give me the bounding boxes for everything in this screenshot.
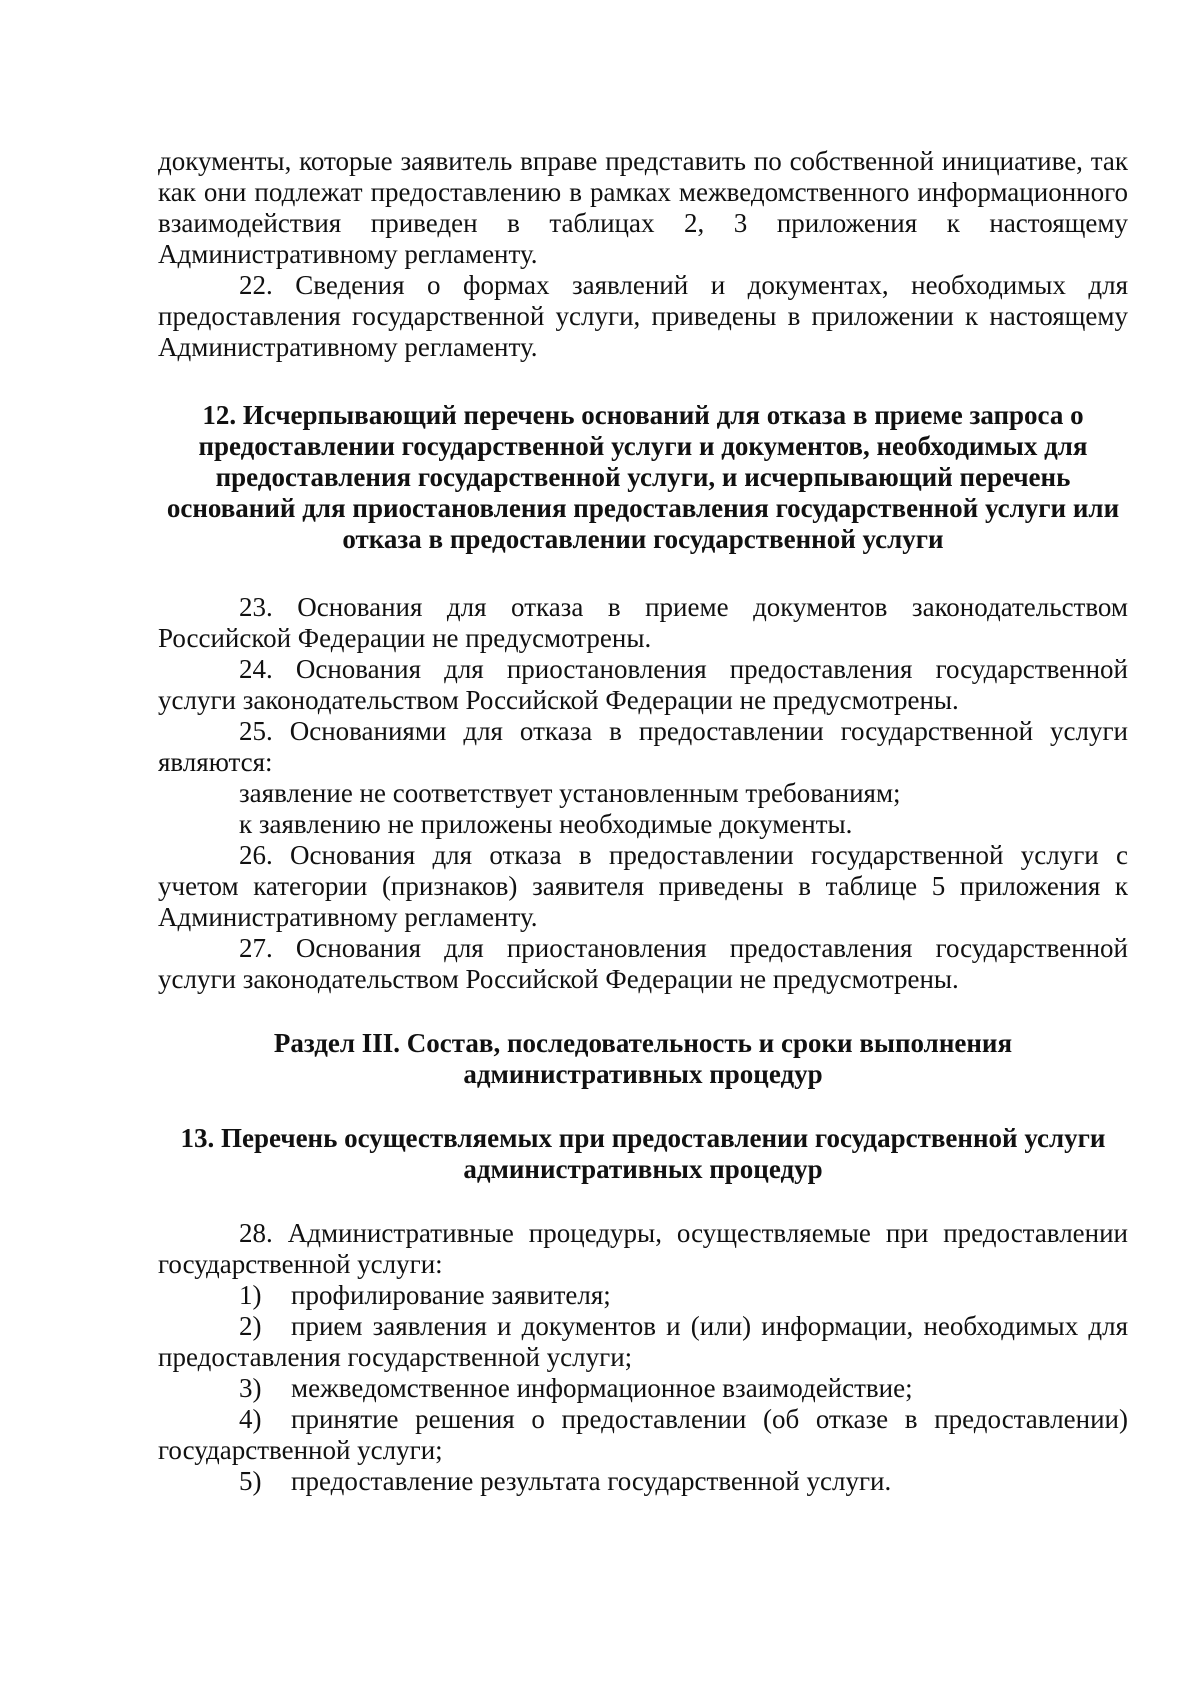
list-item-number: 5) xyxy=(239,1466,262,1496)
paragraph-24: 24. Основания для приостановления предоставления государственной услуги законодательством Российской Федерации не предусмотрены. xyxy=(158,654,1128,715)
paragraph-26: 26. Основания для отказа в предоставлении государственной услуги с учетом категории (признаков) заявителя приведены в таблице 5 приложения к Административному регламенту. xyxy=(158,840,1128,932)
list-item xyxy=(158,1373,1128,1404)
list-item-number: 3) xyxy=(239,1373,262,1403)
list-item-text: прием заявления и документов и (или) информации, необходимых для предоставления государственной услуги; xyxy=(158,1311,1128,1372)
paragraph-25: 25. Основаниями для отказа в предоставлении государственной услуги являются: xyxy=(158,716,1128,777)
section-12-heading: 12. Исчерпывающий перечень оснований для отказа в приеме запроса о предоставлении государственной услуги и документов, необходимых для предоставления государственной услуги, и исчерпывающий перечень оснований для приостановления предоставления государственной услуги или отказа в предоставлении государственной услуги xyxy=(166,400,1120,554)
list-item xyxy=(158,1280,1128,1311)
paragraph-23: 23. Основания для отказа в приеме документов законодательством Российской Федерации не предусмотрены. xyxy=(158,592,1128,653)
list-item xyxy=(158,1404,1128,1466)
list-item xyxy=(158,1311,1128,1373)
section-3-heading: Раздел III. Состав, последовательность и сроки выполнения административных процедур xyxy=(273,1028,1013,1089)
paragraph-28: 28. Административные процедуры, осуществляемые при предоставлении государственной услуги: xyxy=(158,1218,1128,1279)
list-item-number: 4) xyxy=(239,1404,262,1434)
list-item-text: принятие решения о предоставлении (об отказе в предоставлении) государственной услуги; xyxy=(158,1404,1128,1465)
list-item-number: 2) xyxy=(239,1311,262,1341)
section-13-heading: 13. Перечень осуществляемых при предоставлении государственной услуги административных процедур xyxy=(180,1123,1106,1184)
document-page xyxy=(158,146,1128,1497)
list-item xyxy=(158,1466,1128,1497)
paragraph-27: 27. Основания для приостановления предоставления государственной услуги законодательством Российской Федерации не предусмотрены. xyxy=(158,933,1128,994)
paragraph-intro: документы, которые заявитель вправе представить по собственной инициативе, так как они подлежат предоставлению в рамках межведомственного информационного взаимодействия приведен в таблицах 2, 3 приложения к настоящему Административному регламенту. xyxy=(158,146,1128,269)
paragraph-25-item-b: к заявлению не приложены необходимые документы. xyxy=(239,809,853,839)
list-item-text: профилирование заявителя; xyxy=(291,1280,611,1310)
list-item-number: 1) xyxy=(239,1280,262,1310)
list-item-text: межведомственное информационное взаимодействие; xyxy=(291,1373,913,1403)
list-item-text: предоставление результата государственной услуги. xyxy=(291,1466,892,1496)
paragraph-22: 22. Сведения о формах заявлений и документах, необходимых для предоставления государственной услуги, приведены в приложении к настоящему Административному регламенту. xyxy=(158,270,1128,362)
paragraph-25-item-a: заявление не соответствует установленным требованиям; xyxy=(239,778,901,808)
